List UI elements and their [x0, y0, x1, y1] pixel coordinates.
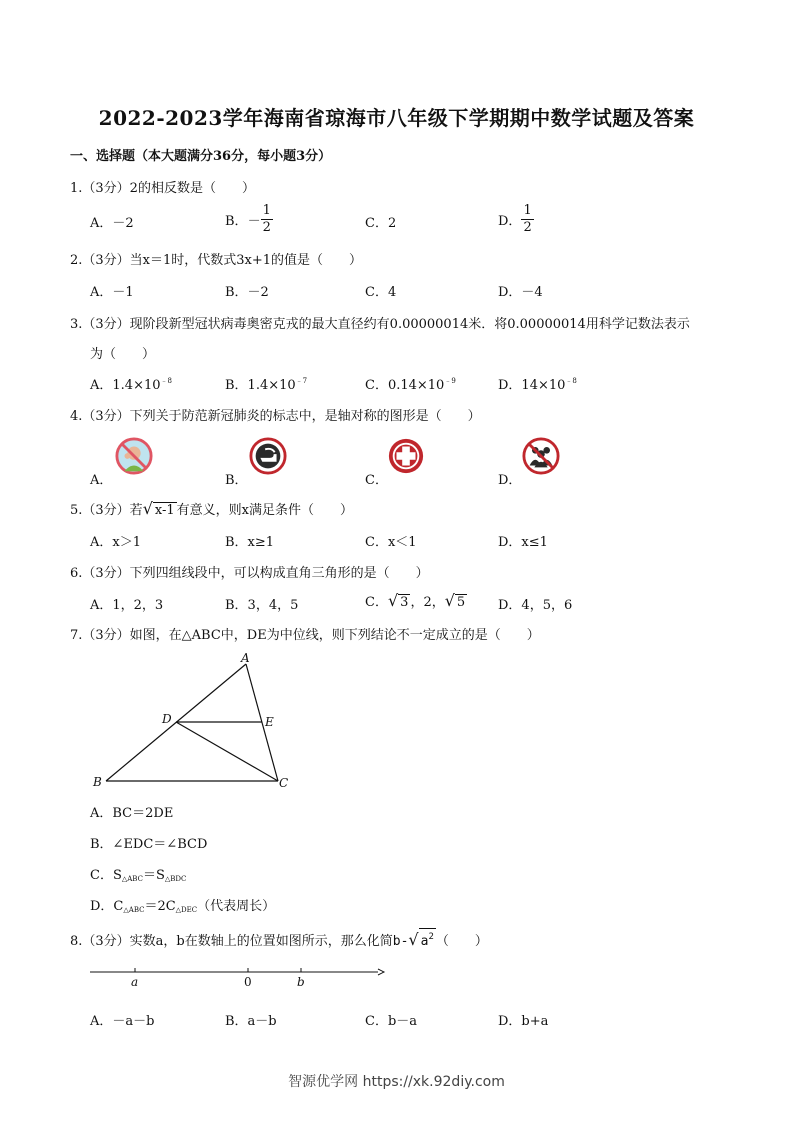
vertex-label-b: B [93, 775, 102, 789]
q4-option-b: B． [225, 473, 248, 488]
question-1: 1.（3分）2的相反数是（ ） [70, 181, 255, 196]
triangle-figure [88, 650, 298, 792]
number-line-label-zero: 0 [244, 975, 252, 989]
q5-option-b: B．x≥1 [225, 535, 275, 550]
q7-option-d [90, 895, 275, 914]
q5-option-d: D．x≤1 [498, 535, 548, 550]
vertex-label-d: D [162, 712, 172, 726]
q8-text-pre: 8.（3分）实数a，b在数轴上的位置如图所示，那么化简 [70, 934, 393, 949]
q3-d-base: D．14×10 [498, 378, 566, 393]
q1-option-c: C．2 [365, 216, 397, 231]
q2-option-a: A．－1 [90, 285, 134, 300]
q3-b-exponent: ﹣7 [295, 377, 308, 385]
q8-expression-b: b- [392, 934, 409, 949]
q3-a-base: A．1.4×10 [90, 378, 161, 393]
q6-c-sqrt-sign-1: √ [387, 591, 399, 610]
q8-radicand-base: a [420, 934, 429, 949]
no-crowd-icon [522, 437, 560, 475]
q6-option-b: B．3，4，5 [225, 598, 299, 613]
q2-option-d: D．－4 [498, 285, 543, 300]
q3-a-exponent: ﹣8 [160, 377, 172, 385]
q7-c-subscript-2: △BDC [164, 875, 187, 883]
q5-text-post: 有意义，则x满足条件（ ） [176, 503, 354, 518]
q8-option-a: A．－a－b [90, 1014, 155, 1029]
segment-dc [176, 722, 278, 781]
q8-radicand [419, 928, 436, 950]
vertex-label-e: E [265, 715, 274, 729]
q6-c-radicand-2: 5 [456, 595, 466, 610]
q1-option-d [498, 203, 534, 236]
q4-option-c: C． [365, 473, 388, 488]
q5-option-a: A．x＞1 [90, 535, 141, 550]
q7-d-middle: ＝2C [144, 899, 176, 914]
question-2: 2.（3分）当x＝1时，代数式3x+1的值是（ ） [70, 253, 363, 268]
q6-c-sqrt-sign-2: √ [444, 591, 455, 610]
q7-option-c [90, 864, 186, 883]
q5-text-pre: 5.（3分）若 [70, 503, 143, 518]
q2-option-b: B．－2 [225, 285, 269, 300]
footer-watermark[interactable]: 智源优学网 https://xk.92diy.com [288, 1074, 505, 1090]
q6-c-middle: ，2， [410, 595, 445, 610]
number-line [88, 962, 388, 992]
q1-option-a: A．－2 [90, 216, 134, 231]
q7-option-a: A．BC＝2DE [90, 806, 174, 821]
question-6: 6.（3分）下列四组线段中，可以构成直角三角形的是（ ） [70, 566, 429, 581]
q7-d-suffix: （代表周长） [197, 899, 276, 914]
q6-option-a: A．1，2，3 [90, 598, 164, 613]
q2-option-c: C．4 [365, 285, 397, 300]
q5-option-c: C．x＜1 [365, 535, 417, 550]
q4-option-a: A． [90, 473, 113, 488]
q6-c-radicand-1: 3 [400, 595, 409, 610]
q8-option-b: B．a－b [225, 1014, 277, 1029]
question-8 [70, 928, 488, 950]
medical-cross-icon [387, 437, 425, 475]
q1-option-d-fraction [521, 203, 533, 236]
q1-d-denominator: 2 [523, 220, 532, 235]
q7-d-subscript-1: △ABC [123, 906, 145, 914]
q7-d-subscript-2: △DEC [175, 906, 198, 914]
q8-sqrt-sign: √ [408, 930, 419, 949]
q3-option-a [90, 374, 172, 393]
no-touch-face-icon [115, 437, 153, 475]
q1-option-b-label: B． [225, 214, 248, 229]
q1-option-b-sign: － [247, 214, 261, 229]
q1-b-denominator: 2 [262, 220, 271, 235]
q3-c-exponent: ﹣9 [444, 377, 456, 385]
q3-option-b [225, 374, 307, 393]
q7-d-prefix: D．C [90, 899, 124, 914]
q1-option-b-fraction [261, 203, 273, 236]
question-7: 7.（3分）如图，在△ABC中，DE为中位线，则下列结论不一定成立的是（ ） [70, 628, 540, 643]
q7-c-middle: ＝S [142, 868, 165, 883]
q1-option-d-label: D． [498, 214, 522, 229]
q3-b-base: B．1.4×10 [225, 378, 296, 393]
number-line-label-a: a [131, 975, 139, 989]
vertex-label-a: A [241, 651, 250, 665]
q8-option-c: C．b－a [365, 1014, 418, 1029]
q3-option-c [365, 374, 456, 393]
q1-d-numerator: 1 [523, 203, 532, 218]
q7-c-prefix: C．S [90, 868, 122, 883]
q6-c-label: C． [365, 595, 388, 610]
number-line-arrow [378, 969, 384, 975]
q3-c-base: C．0.14×10 [365, 378, 445, 393]
q8-radicand-exponent: 2 [428, 932, 434, 942]
question-3-line-2: 为（ ） [90, 347, 156, 362]
q6-option-c [365, 591, 467, 611]
question-4: 4.（3分）下列关于防范新冠肺炎的标志中，是轴对称的图形是（ ） [70, 409, 481, 424]
number-line-label-b: b [297, 975, 305, 989]
q6-option-d: D．4，5，6 [498, 598, 573, 613]
q3-option-d [498, 374, 577, 393]
q7-c-subscript-1: △ABC [121, 875, 143, 883]
question-3-line-1: 3.（3分）现阶段新型冠状病毒奥密克戎的最大直径约有0.00000014米．将0.00000014用科学记数法表示 [70, 317, 690, 332]
hand-wash-icon [249, 437, 287, 475]
q5-sqrt-sign: √ [142, 499, 153, 518]
q4-option-d: D． [498, 473, 522, 488]
vertex-label-c: C [279, 776, 289, 790]
q5-radicand: x-1 [154, 503, 175, 518]
q3-d-exponent: ﹣8 [565, 377, 577, 385]
q7-option-b: B．∠EDC＝∠BCD [90, 837, 208, 852]
q1-option-b [225, 203, 273, 236]
q8-option-d: D．b+a [498, 1014, 549, 1029]
section-heading: 一、选择题（本大题满分36分，每小题3分） [70, 149, 332, 164]
q1-b-numerator: 1 [262, 203, 271, 218]
question-5 [70, 499, 353, 519]
q8-text-post: （ ） [435, 934, 488, 949]
page-title: 2022-2023学年海南省琼海市八年级下学期期中数学试题及答案 [98, 106, 695, 130]
